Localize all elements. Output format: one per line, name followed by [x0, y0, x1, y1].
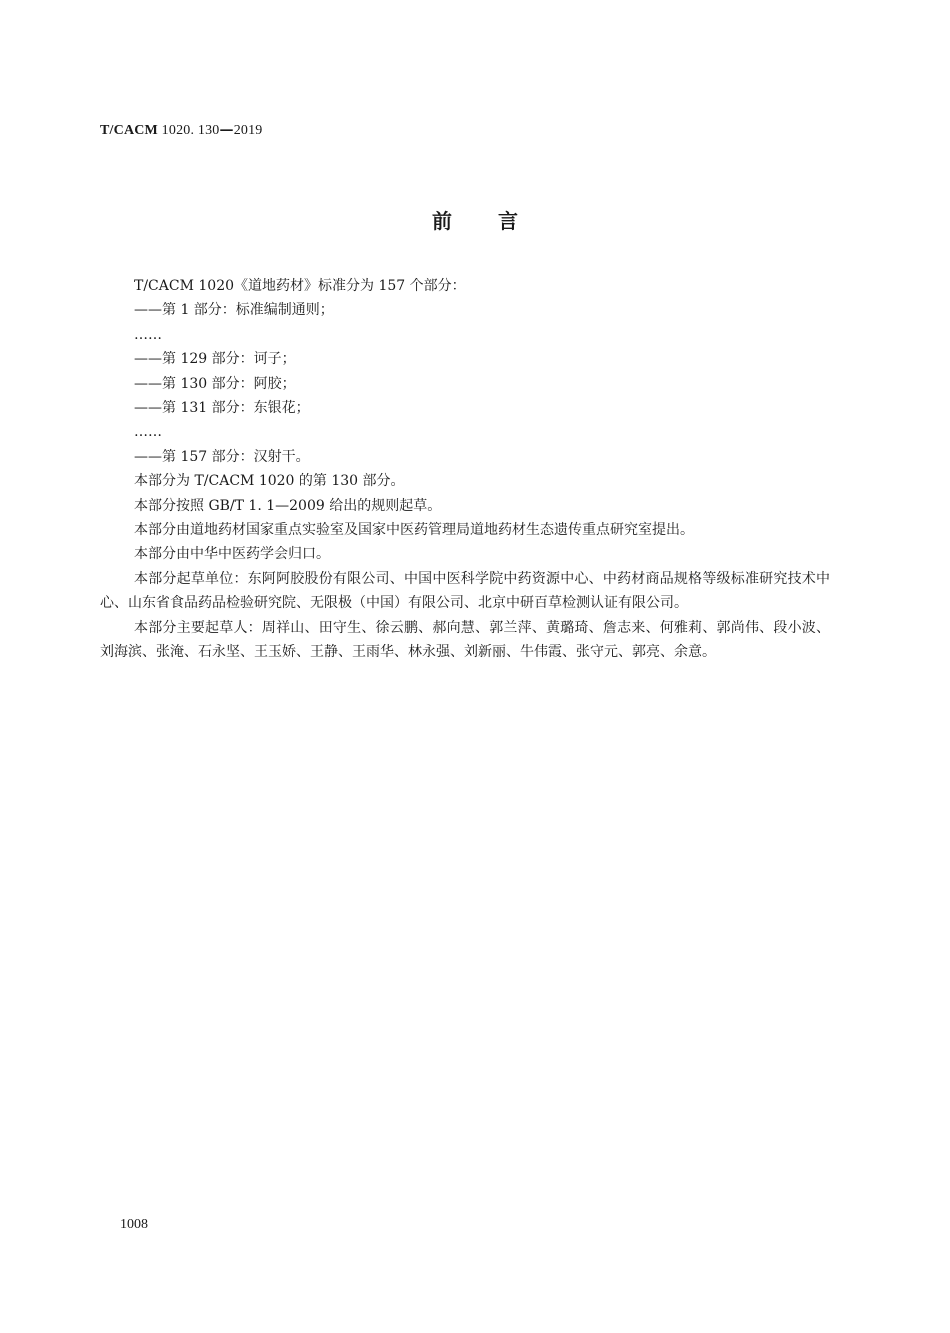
part-list-item: ——第 131 部分：东银花； — [134, 400, 310, 417]
drafting-units: 本部分起草单位：东阿阿胶股份有限公司、中国中医科学院中药资源中心、中药材商品规格等级标准研究技术中心、山东省食品药品检验研究院、无限极（中国）有限公司、北京中研百草检测认证有限公司。 — [100, 570, 830, 612]
part-list-item: ——第 1 部分：标准编制通则； — [134, 302, 334, 319]
main-drafters: 本部分主要起草人：周祥山、田守生、徐云鹏、郝向慧、郭兰萍、黄璐琦、詹志来、何雅莉、郭尚伟、段小波、刘海滨、张淹、石永坚、王玉娇、王静、王雨华、林永强、刘新丽、牛伟霞、张守元、郭亮、余意。 — [100, 619, 830, 661]
title-char-2: 言 — [498, 209, 518, 233]
standard-year: 2019 — [233, 123, 263, 138]
part-list-item: ——第 130 部分：阿胶； — [134, 375, 296, 392]
standard-prefix: T/CACM — [100, 123, 158, 138]
part-list-item: ——第 157 部分：汉射干。 — [134, 448, 310, 465]
foreword-line: T/CACM 1020《道地药材》标准分为 157 个部分： — [134, 278, 466, 294]
page-title — [0, 205, 950, 234]
page-number: 1008 — [120, 1217, 148, 1232]
foreword-line: 本部分为 T/CACM 1020 的第 130 部分。 — [134, 473, 405, 490]
part-list-item: ——第 129 部分：诃子； — [134, 351, 296, 368]
ellipsis: …… — [134, 424, 162, 441]
standard-dash: — — [219, 122, 234, 138]
foreword-line: 本部分按照 GB/T 1. 1—2009 给出的规则起草。 — [134, 497, 442, 514]
foreword-line: 本部分由道地药材国家重点实验室及国家中医药管理局道地药材生态遗传重点研究室提出。 — [134, 522, 694, 539]
foreword-body — [100, 274, 830, 665]
title-char-1: 前 — [432, 209, 452, 233]
standard-code — [100, 122, 263, 139]
foreword-line: 本部分由中华中医药学会归口。 — [134, 546, 330, 563]
ellipsis: …… — [134, 326, 162, 343]
standard-number: 1020. 130 — [157, 123, 220, 138]
